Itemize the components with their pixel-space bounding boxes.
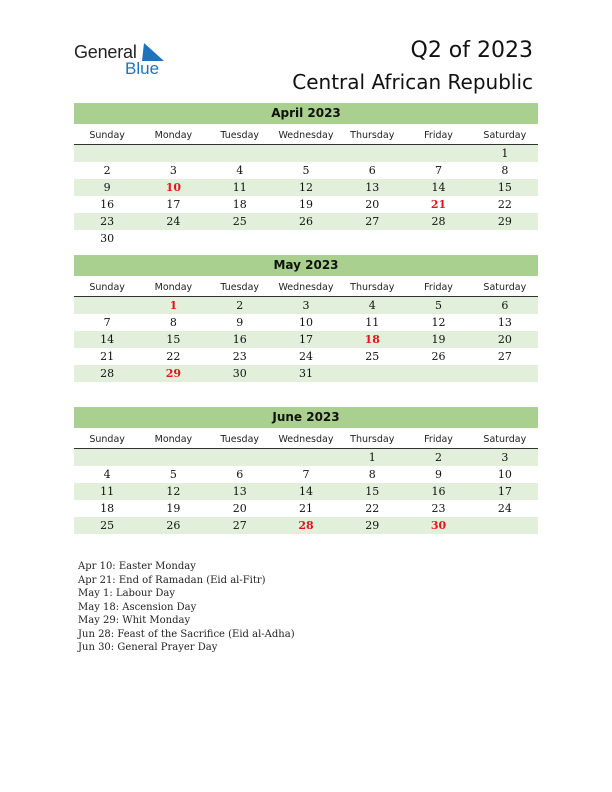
day-cell: 19	[431, 333, 446, 346]
day-cell: 2	[236, 299, 244, 312]
logo-text-general: General	[74, 42, 137, 62]
weekday-label: Monday	[154, 434, 193, 445]
month-header: May 2023	[74, 255, 538, 276]
week-row	[74, 483, 538, 500]
day-cell: 16	[431, 485, 446, 498]
day-cell: 3	[302, 299, 310, 312]
week-row	[74, 213, 538, 230]
week-row	[74, 348, 538, 365]
day-cell: 11	[100, 485, 115, 498]
day-cell: 5	[435, 299, 443, 312]
day-cell: 16	[100, 198, 115, 211]
page-title: Q2 of 2023	[410, 38, 533, 63]
day-cell: 25	[365, 350, 380, 363]
holiday-note: Apr 10: Easter Monday	[78, 561, 196, 572]
day-cell: 4	[103, 468, 111, 481]
day-cell: 3	[501, 451, 509, 464]
weekday-header-row	[74, 279, 538, 297]
day-cell	[140, 145, 206, 162]
week-row	[74, 365, 538, 382]
day-cell: 17	[166, 198, 181, 211]
day-cell: 14	[298, 485, 313, 498]
day-cell: 25	[100, 519, 115, 532]
week-row	[74, 500, 538, 517]
day-cell	[207, 145, 273, 162]
day-cell	[207, 449, 273, 466]
weekday-label: Thursday	[350, 282, 395, 293]
day-cell	[339, 365, 405, 382]
weekday-label: Friday	[424, 130, 453, 141]
month-weeks	[74, 145, 538, 247]
day-cell: 23	[431, 502, 446, 515]
week-row	[74, 449, 538, 466]
day-cell: 12	[166, 485, 181, 498]
weekday-label: Saturday	[483, 130, 527, 141]
day-cell: 27	[232, 519, 247, 532]
day-cell: 13	[232, 485, 247, 498]
day-cell: 6	[501, 299, 509, 312]
month-weeks	[74, 297, 538, 382]
week-row	[74, 314, 538, 331]
day-cell: 10	[497, 468, 512, 481]
day-cell: 8	[501, 164, 509, 177]
day-cell: 24	[298, 350, 313, 363]
holiday-day-cell: 29	[165, 367, 182, 380]
weekday-label: Monday	[154, 130, 193, 141]
month-may	[74, 255, 538, 382]
day-cell	[472, 517, 538, 534]
day-cell	[405, 365, 471, 382]
day-cell: 20	[232, 502, 247, 515]
day-cell	[472, 365, 538, 382]
holiday-day-cell: 30	[430, 519, 447, 532]
day-cell	[207, 230, 273, 247]
day-cell: 12	[298, 181, 313, 194]
weekday-label: Thursday	[350, 130, 395, 141]
day-cell: 22	[497, 198, 512, 211]
day-cell: 23	[232, 350, 247, 363]
day-cell	[273, 145, 339, 162]
day-cell: 4	[236, 164, 244, 177]
weekday-header-row	[74, 127, 538, 145]
weekday-label: Friday	[424, 282, 453, 293]
day-cell: 19	[166, 502, 181, 515]
holiday-note: May 29: Whit Monday	[78, 615, 191, 626]
day-cell	[273, 230, 339, 247]
day-cell: 25	[232, 215, 247, 228]
weekday-label: Tuesday	[220, 130, 260, 141]
month-april	[74, 103, 538, 247]
weekday-label: Saturday	[483, 434, 527, 445]
month-header: April 2023	[74, 103, 538, 124]
day-cell: 16	[232, 333, 247, 346]
month-june	[74, 407, 538, 534]
day-cell: 5	[302, 164, 310, 177]
weekday-label: Sunday	[89, 282, 125, 293]
day-cell: 28	[100, 367, 115, 380]
weekday-header-row	[74, 431, 538, 449]
weekday-label: Wednesday	[278, 130, 334, 141]
day-cell	[74, 145, 140, 162]
weekday-label: Friday	[424, 434, 453, 445]
day-cell: 15	[497, 181, 512, 194]
day-cell	[472, 230, 538, 247]
day-cell: 23	[100, 215, 115, 228]
weekday-label: Wednesday	[278, 282, 334, 293]
day-cell: 26	[298, 215, 313, 228]
weekday-label: Saturday	[483, 282, 527, 293]
day-cell: 20	[365, 198, 380, 211]
logo-text-blue: Blue	[125, 59, 160, 78]
day-cell: 21	[298, 502, 313, 515]
week-row	[74, 230, 538, 247]
day-cell: 10	[298, 316, 313, 329]
day-cell	[405, 145, 471, 162]
day-cell: 28	[431, 215, 446, 228]
week-row	[74, 179, 538, 196]
day-cell: 4	[368, 299, 376, 312]
day-cell: 15	[365, 485, 380, 498]
day-cell: 6	[368, 164, 376, 177]
day-cell: 2	[435, 451, 443, 464]
day-cell: 13	[365, 181, 380, 194]
weekday-label: Wednesday	[278, 434, 334, 445]
day-cell	[74, 449, 140, 466]
day-cell: 6	[236, 468, 244, 481]
holiday-day-cell: 10	[165, 181, 182, 194]
day-cell: 5	[169, 468, 177, 481]
day-cell: 27	[365, 215, 380, 228]
day-cell: 3	[169, 164, 177, 177]
holiday-note: May 18: Ascension Day	[78, 601, 197, 613]
week-row	[74, 517, 538, 534]
day-cell: 21	[100, 350, 115, 363]
day-cell	[140, 230, 206, 247]
weekday-label: Sunday	[89, 434, 125, 445]
day-cell	[339, 230, 405, 247]
day-cell	[74, 297, 140, 314]
day-cell: 26	[431, 350, 446, 363]
weekday-label: Thursday	[350, 434, 395, 445]
weekday-label: Tuesday	[220, 282, 260, 293]
day-cell: 12	[431, 316, 446, 329]
week-row	[74, 145, 538, 162]
day-cell: 9	[236, 316, 244, 329]
day-cell: 9	[103, 181, 111, 194]
day-cell: 7	[435, 164, 443, 177]
generalblue-logo	[74, 42, 184, 78]
week-row	[74, 196, 538, 213]
holiday-note: May 1: Labour Day	[78, 588, 175, 599]
day-cell: 30	[100, 232, 115, 245]
day-cell: 19	[298, 198, 313, 211]
day-cell: 29	[497, 215, 512, 228]
day-cell: 22	[166, 350, 181, 363]
day-cell: 26	[166, 519, 181, 532]
holiday-day-cell: 18	[364, 333, 380, 346]
weekday-label: Monday	[154, 282, 193, 293]
holiday-note: Jun 28: Feast of the Sacrifice (Eid al-Adha)	[78, 628, 295, 640]
day-cell: 22	[365, 502, 380, 515]
day-cell: 14	[431, 181, 446, 194]
day-cell: 13	[497, 316, 512, 329]
country-name: Central African Republic	[292, 70, 533, 94]
holiday-notes	[78, 560, 295, 655]
day-cell: 1	[501, 147, 509, 160]
holiday-note: Jun 30: General Prayer Day	[78, 642, 218, 653]
day-cell: 24	[166, 215, 181, 228]
day-cell: 8	[169, 316, 177, 329]
weekday-label: Sunday	[89, 130, 125, 141]
day-cell: 8	[368, 468, 376, 481]
day-cell: 27	[497, 350, 512, 363]
day-cell: 15	[166, 333, 181, 346]
day-cell: 29	[365, 519, 380, 532]
month-weeks	[74, 449, 538, 534]
week-row	[74, 297, 538, 314]
day-cell: 18	[100, 502, 115, 515]
day-cell: 11	[232, 181, 247, 194]
week-row	[74, 162, 538, 179]
day-cell	[405, 230, 471, 247]
day-cell: 18	[232, 198, 247, 211]
day-cell: 2	[103, 164, 111, 177]
day-cell: 14	[100, 333, 115, 346]
holiday-note: Apr 21: End of Ramadan (Eid al-Fitr)	[78, 574, 266, 586]
month-header: June 2023	[74, 407, 538, 428]
holiday-day-cell: 1	[169, 299, 178, 312]
day-cell: 20	[497, 333, 512, 346]
weekday-label: Tuesday	[220, 434, 260, 445]
day-cell: 31	[298, 367, 313, 380]
day-cell: 11	[365, 316, 380, 329]
day-cell	[140, 449, 206, 466]
day-cell: 30	[232, 367, 247, 380]
day-cell: 7	[302, 468, 310, 481]
week-row	[74, 466, 538, 483]
holiday-day-cell: 21	[430, 198, 447, 211]
day-cell: 9	[435, 468, 443, 481]
day-cell: 17	[497, 485, 512, 498]
day-cell: 1	[368, 451, 376, 464]
holiday-day-cell: 28	[298, 519, 314, 532]
day-cell	[339, 145, 405, 162]
day-cell	[273, 449, 339, 466]
day-cell: 7	[103, 316, 111, 329]
week-row	[74, 331, 538, 348]
day-cell: 24	[497, 502, 512, 515]
day-cell: 17	[298, 333, 313, 346]
